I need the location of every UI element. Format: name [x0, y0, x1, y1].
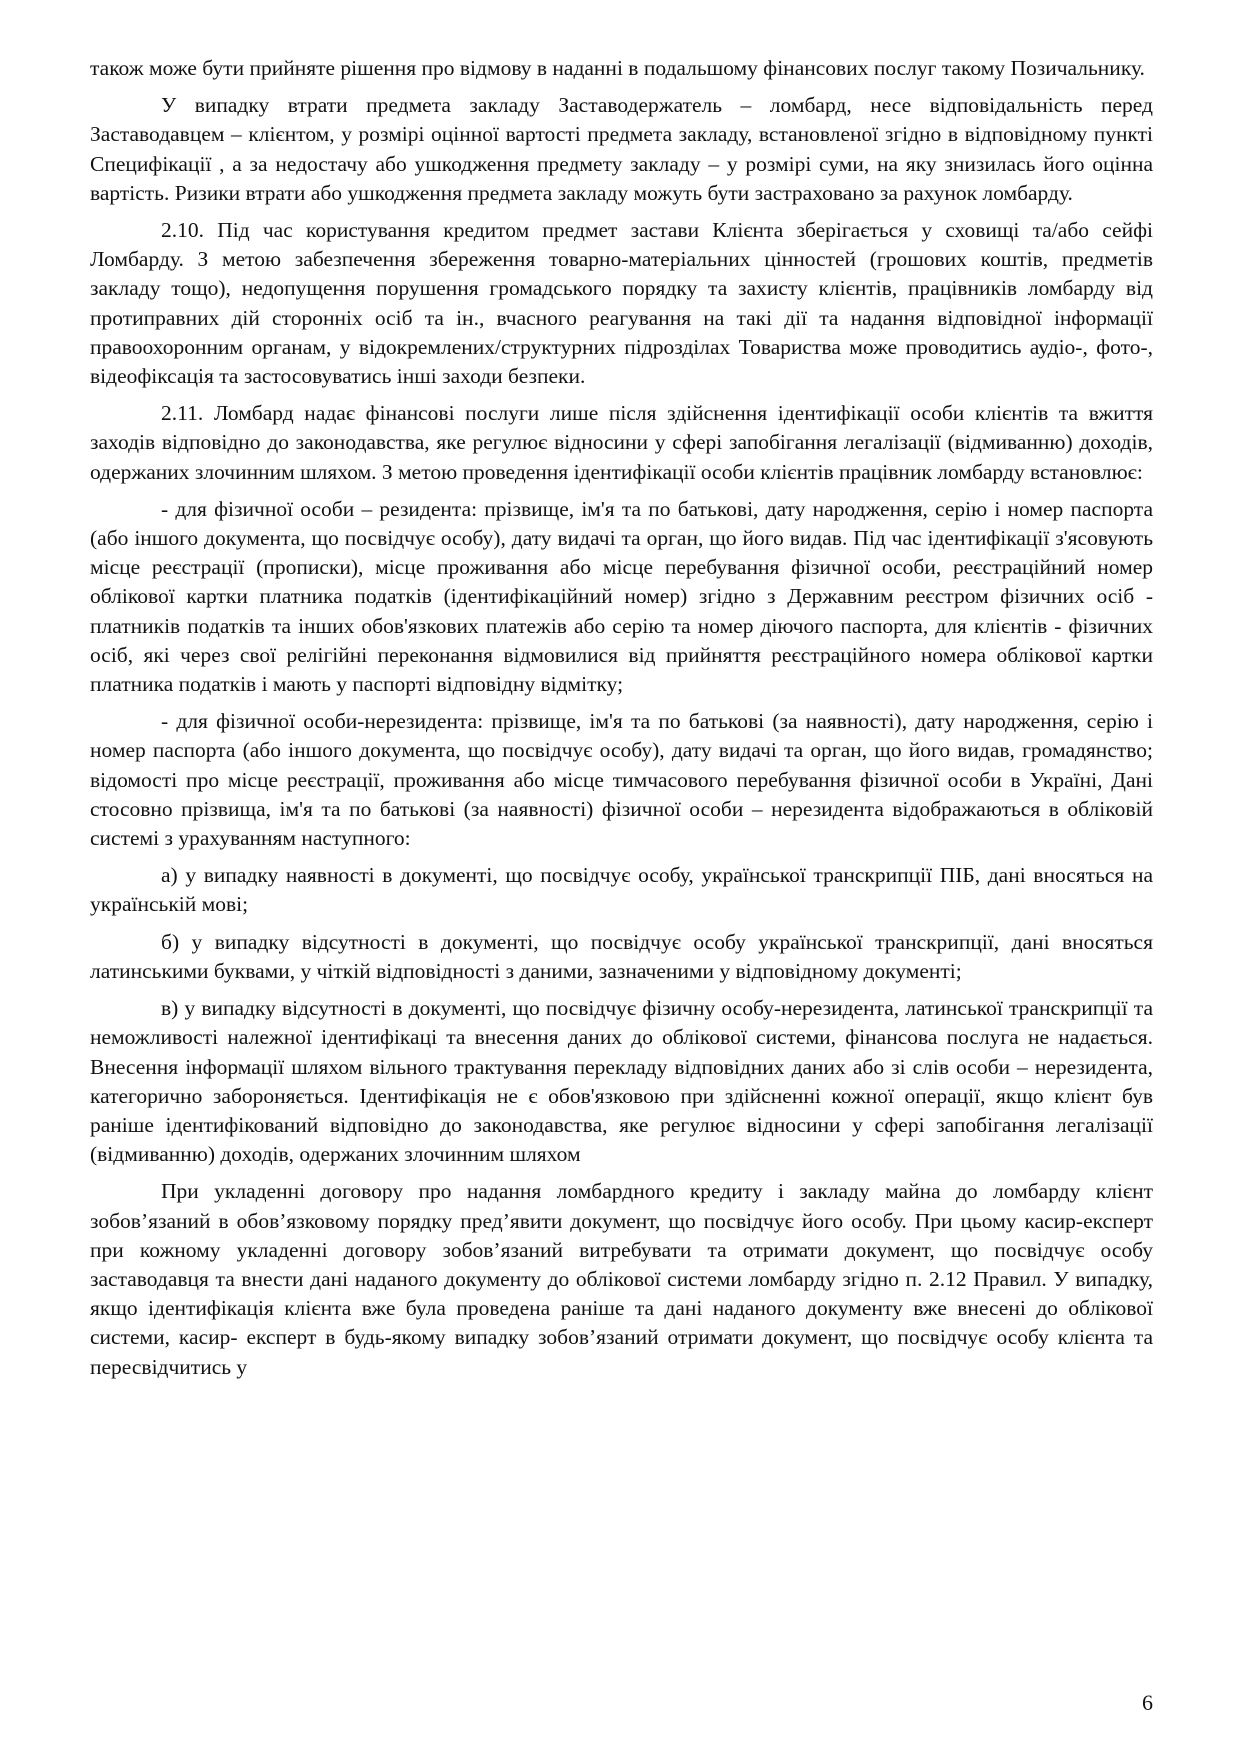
- document-body: [90, 54, 1153, 1390]
- page-number: 6: [1142, 1690, 1153, 1715]
- paragraph-nonresident: - для фізичної особи-нерезидента: прізвище, ім'я та по батькові (за наявності), дату народження, серію і номер паспорта (або іншого документа, що посвідчує особу), дату видачі та орган, що його видав, громадянство; відомості про місце реєстрації, проживання або місце тимчасового перебування фізичної особи в Україні, Дані стосовно прізвища, ім'я та по батькові (за наявності) фізичної особи – нерезидента відображаються в обліковій системі з урахуванням наступного:: [90, 709, 1153, 851]
- paragraph-item-c: в) у випадку відсутності в документі, що посвідчує фізичну особу-нерезидента, латинської транскрипції та неможливості належної ідентифікаці та внесення даних до облікової системи, фінансова послуга не надається. Внесення інформації шляхом вільного трактування перекладу відповідних даних або зі слів особи – нерезидента, категорично забороняється. Ідентифікація не є обов'язковою при здійсненні кожної операції, якщо клієнт був раніше ідентифікований відповідно до законодавства, яке регулює відносини у сфері запобігання легалізації (відмиванню) доходів, одержаних злочинним шляхом: [90, 996, 1153, 1167]
- paragraph-2-11: 2.11. Ломбард надає фінансові послуги лише після здійснення ідентифікації особи клієнтів та вжиття заходів відповідно до законодавства, яке регулює відносини у сфері запобігання легалізації (відмиванню) доходів, одержаних злочинним шляхом. З метою проведення ідентифікації особи клієнтів працівник ломбарду встановлює:: [90, 401, 1153, 484]
- paragraph-continuation: також може бути прийняте рішення про відмову в наданні в подальшому фінансових послуг такому Позичальнику.: [90, 56, 1145, 80]
- paragraph-contract-identification: При укладенні договору про надання ломбардного кредиту і закладу майна до ломбарду клієнт зобов’язаний в обов’язковому порядку пред’явити документ, що посвідчує його особу. При цьому касир-експерт при кожному укладенні договору зобов’язаний витребувати та отримати документ, що посвідчує особу заставодавця та внести дані наданого документу до облікової системи ломбарду згідно п. 2.12 Правил. У випадку, якщо ідентифікація клієнта вже була проведена раніше та дані наданого документу вже внесені до облікової системи, касир- експерт в будь-якому випадку зобов’язаний отримати документ, що посвідчує особу клієнта та пересвідчитись у: [90, 1179, 1153, 1379]
- paragraph-item-b: б) у випадку відсутності в документі, що посвідчує особу української транскрипції, дані вносяться латинськими буквами, у чіткій відповідності з даними, зазначеними у відповідному документі;: [90, 929, 1153, 983]
- paragraph-item-a: а) у випадку наявності в документі, що посвідчує особу, української транскрипції ПІБ, дані вносяться на українській мові;: [90, 863, 1153, 917]
- paragraph-2-10: 2.10. Під час користування кредитом предмет застави Клієнта зберігається у сховищі та/або сейфі Ломбарду. З метою забезпечення збереження товарно-матеріальних цінностей (грошових коштів, предметів закладу тощо), недопущення порушення громадського порядку та захисту клієнтів, працівників ломбарду від протиправних дій сторонніх осіб та ін., вчасного реагування на такі дії та надання відповідної інформації правоохоронним органам, у відокремлених/структурних підрозділах Товариства може проводитись аудіо-, фото-, відеофіксація та застосовуватись інші заходи безпеки.: [90, 218, 1153, 389]
- paragraph-resident: - для фізичної особи – резидента: прізвище, ім'я та по батькові, дату народження, серію і номер паспорта (або іншого документа, що посвідчує особу), дату видачі та орган, що його видав. Під час ідентифікації з'ясовують місце реєстрації (прописки), місце проживання або місце перебування фізичної особи, реєстраційний номер облікової картки платника податків (ідентифікаційний номер) згідно з Державним реєстром фізичних осіб - платників податків та інших обов'язкових платежів або серію та номер діючого паспорта, для клієнтів - фізичних осіб, які через свої релігійні переконання відмовилися від прийняття реєстраційного номера облікової картки платника податків і мають у паспорті відповідну відмітку;: [90, 496, 1153, 697]
- paragraph-pledge-loss: У випадку втрати предмета закладу Заставодержатель – ломбард, несе відповідальність перед Заставодавцем – клієнтом, у розмірі оцінної вартості предмета закладу, встановленої згідно в відповідному пункті Специфікації , а за недостачу або ушкодження предмету закладу – у розмірі суми, на яку знизилась його оцінна вартість. Ризики втрати або ушкодження предмета закладу можуть бути застраховано за рахунок ломбарду.: [90, 93, 1153, 205]
